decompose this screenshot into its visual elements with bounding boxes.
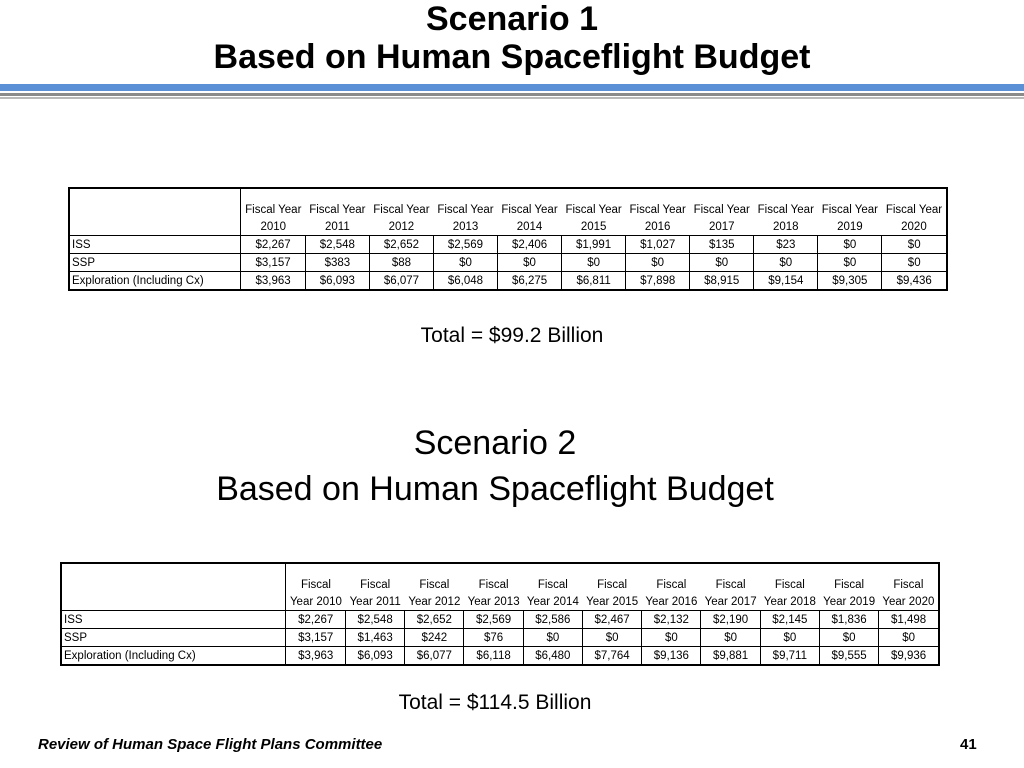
table-cell: $2,467 [582, 611, 641, 629]
table-cell: $2,652 [369, 236, 433, 254]
table-cell: $6,093 [305, 272, 369, 291]
title-divider [0, 84, 1024, 99]
column-header-line2: 2013 [452, 220, 479, 233]
scenario1-title [0, 0, 1024, 76]
column-header-line1: Fiscal Year [693, 203, 750, 216]
table-row [69, 272, 947, 291]
column-header-line2: 2020 [901, 220, 927, 233]
column-header-line2: Year 2016 [645, 595, 698, 608]
header-corner-cell [69, 188, 241, 218]
scenario1-title-line1: Scenario 1 [426, 0, 598, 38]
row-label: SSP [69, 254, 241, 272]
table-cell: $0 [818, 254, 882, 272]
column-header-line1: Fiscal Year [501, 203, 558, 216]
table-cell: $3,963 [241, 272, 306, 291]
column-header-line2: 2011 [324, 220, 350, 233]
column-header-line2: Year 2018 [763, 595, 816, 608]
table-cell: $2,132 [642, 611, 701, 629]
footer-committee-name: Review of Human Space Flight Plans Committee [38, 736, 383, 753]
table-cell: $2,548 [305, 236, 369, 254]
column-header-line1: Fiscal Year [629, 203, 686, 216]
column-header-line2: 2010 [260, 220, 287, 233]
column-header-line2: Year 2017 [704, 595, 757, 608]
table-header-row [69, 218, 947, 236]
column-header-line1: Fiscal Year [757, 203, 814, 216]
table-cell: $2,548 [346, 611, 405, 629]
column-header-line1: Fiscal Year [821, 203, 878, 216]
table-cell: $0 [818, 236, 882, 254]
table-cell: $135 [690, 236, 754, 254]
table-cell: $8,915 [690, 272, 754, 291]
column-header-line2: 2014 [516, 220, 543, 233]
table-row [69, 254, 947, 272]
scenario2-title-line1: Scenario 2 [413, 424, 577, 462]
table-cell: $0 [754, 254, 818, 272]
column-header-line2: 2016 [644, 220, 671, 233]
column-header-line2: 2015 [580, 220, 607, 233]
table-cell: $2,267 [286, 611, 346, 629]
column-header-line1: Fiscal [774, 578, 805, 591]
table-cell: $7,764 [582, 647, 641, 666]
column-header-line1: Fiscal Year [373, 203, 430, 216]
table-cell: $6,480 [523, 647, 582, 666]
table-cell: $2,145 [760, 611, 819, 629]
column-header-line1: Fiscal [478, 578, 509, 591]
table-cell: $23 [754, 236, 818, 254]
column-header-line2: 2018 [773, 220, 799, 233]
table-cell: $7,898 [626, 272, 690, 291]
row-label: Exploration (Including Cx) [61, 647, 286, 666]
table-header-row [61, 593, 939, 611]
scenario2-title-line2: Based on Human Spaceflight Budget [216, 470, 774, 508]
column-header-line1: Fiscal [893, 578, 924, 591]
table-cell: $76 [464, 629, 523, 647]
column-header-line1: Fiscal [300, 578, 331, 591]
table-cell: $9,136 [642, 647, 701, 666]
row-label: ISS [61, 611, 286, 629]
table-cell: $2,586 [523, 611, 582, 629]
column-header-line2: Year 2014 [526, 595, 579, 608]
table-row [69, 236, 947, 254]
column-header-line2: Year 2020 [882, 595, 935, 608]
table-header-row [69, 188, 947, 218]
table-cell: $9,711 [760, 647, 819, 666]
table-cell: $383 [305, 254, 369, 272]
scenario1-total: Total = $99.2 Billion [420, 324, 604, 347]
row-label: SSP [61, 629, 286, 647]
table-row [61, 647, 939, 666]
table-cell: $0 [626, 254, 690, 272]
table-cell: $2,267 [241, 236, 306, 254]
scenario2-total: Total = $114.5 Billion [398, 691, 592, 714]
column-header-line2: Year 2015 [586, 595, 639, 608]
table-header-row [61, 563, 939, 593]
column-header-line2: Year 2012 [408, 595, 461, 608]
row-label: Exploration (Including Cx) [69, 272, 241, 291]
table-cell: $9,936 [879, 647, 939, 666]
column-header-line1: Fiscal Year [565, 203, 622, 216]
column-header-line1: Fiscal [537, 578, 568, 591]
column-header-line1: Fiscal [656, 578, 687, 591]
table-cell: $1,027 [626, 236, 690, 254]
table-cell: $0 [642, 629, 701, 647]
table-cell: $2,569 [433, 236, 497, 254]
table-cell: $9,436 [882, 272, 947, 291]
table-cell: $9,555 [819, 647, 878, 666]
column-header-line1: Fiscal Year [437, 203, 494, 216]
table-cell: $3,157 [286, 629, 346, 647]
scenario2-title [0, 420, 990, 512]
table-cell: $0 [690, 254, 754, 272]
column-header-line1: Fiscal [834, 578, 865, 591]
column-header-line1: Fiscal Year [885, 203, 943, 216]
table-cell: $0 [433, 254, 497, 272]
table-cell: $0 [562, 254, 626, 272]
table-cell: $242 [405, 629, 464, 647]
scenario1-title-line2: Based on Human Spaceflight Budget [213, 38, 811, 76]
table-cell: $0 [523, 629, 582, 647]
table-cell: $2,569 [464, 611, 523, 629]
column-header-line1: Fiscal Year [245, 203, 302, 216]
column-header-line2: 2012 [388, 220, 415, 233]
table-cell: $0 [882, 254, 947, 272]
column-header-line1: Fiscal [597, 578, 628, 591]
table-cell: $3,963 [286, 647, 346, 666]
column-header-line2: Year 2013 [467, 595, 520, 608]
table-cell: $2,406 [498, 236, 562, 254]
table-cell: $0 [879, 629, 939, 647]
column-header-line1: Fiscal Year [309, 203, 366, 216]
column-header-line2: 2019 [837, 220, 863, 233]
table-cell: $6,077 [405, 647, 464, 666]
table-cell: $6,118 [464, 647, 523, 666]
table-cell: $1,991 [562, 236, 626, 254]
table-cell: $9,154 [754, 272, 818, 291]
table-cell: $9,305 [818, 272, 882, 291]
table-cell: $0 [498, 254, 562, 272]
column-header-line1: Fiscal [360, 578, 391, 591]
header-corner-cell [69, 218, 241, 236]
column-header-line1: Fiscal [715, 578, 746, 591]
table-cell: $0 [701, 629, 760, 647]
table-cell: $2,652 [405, 611, 464, 629]
table-cell: $0 [582, 629, 641, 647]
table-cell: $88 [369, 254, 433, 272]
table-cell: $6,093 [346, 647, 405, 666]
header-corner-cell [61, 593, 286, 611]
table-cell: $6,811 [562, 272, 626, 291]
row-label: ISS [69, 236, 241, 254]
table-row [61, 611, 939, 629]
column-header-line2: Year 2011 [349, 595, 401, 608]
column-header-line2: 2017 [708, 220, 735, 233]
column-header-line2: Year 2010 [289, 595, 342, 608]
table-row [61, 629, 939, 647]
table-cell: $0 [760, 629, 819, 647]
table-cell: $9,881 [701, 647, 760, 666]
page-number: 41 [960, 736, 977, 753]
table-cell: $1,498 [879, 611, 939, 629]
table-cell: $1,463 [346, 629, 405, 647]
scenario2-budget-table [60, 562, 940, 666]
table-cell: $6,275 [498, 272, 562, 291]
table-cell: $3,157 [241, 254, 306, 272]
header-corner-cell [61, 563, 286, 593]
table-cell: $0 [819, 629, 878, 647]
table-cell: $0 [882, 236, 947, 254]
scenario1-budget-table [68, 187, 948, 291]
table-cell: $2,190 [701, 611, 760, 629]
table-cell: $6,048 [433, 272, 497, 291]
table-cell: $6,077 [369, 272, 433, 291]
column-header-line1: Fiscal [419, 578, 450, 591]
column-header-line2: Year 2019 [823, 595, 876, 608]
table-cell: $1,836 [819, 611, 878, 629]
